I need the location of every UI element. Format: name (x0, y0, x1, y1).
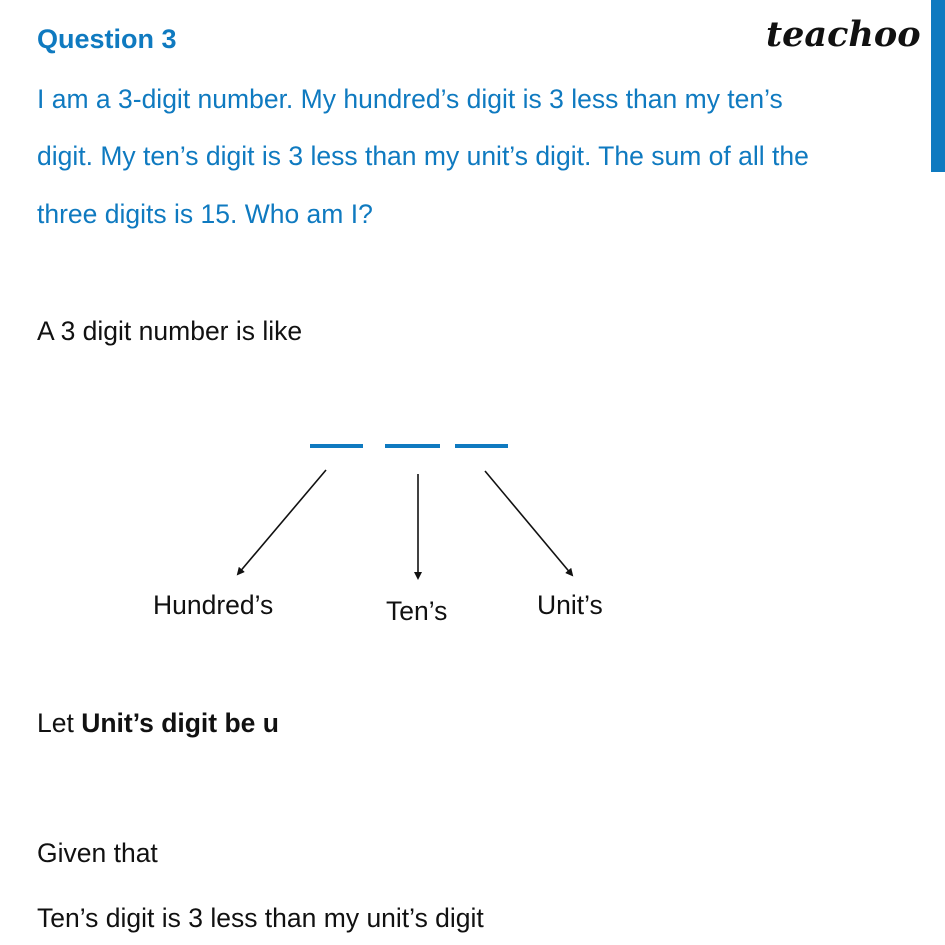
label-hundreds: Hundred’s (153, 590, 274, 620)
hundreds-arrow (238, 470, 326, 574)
given-text: Given that (37, 838, 158, 868)
label-units: Unit’s (537, 590, 603, 620)
label-tens: Ten’s (386, 596, 448, 626)
let-bold: Unit’s digit be u (81, 708, 279, 738)
question-title: Question 3 (37, 24, 177, 54)
question-line-3: three digits is 15. Who am I? (37, 199, 373, 229)
teachoo-logo[interactable]: teachoo (766, 14, 921, 55)
units-arrow (485, 471, 572, 575)
question-line-1: I am a 3-digit number. My hundred’s digit is 3 less than my ten’s (37, 84, 783, 114)
intro-text: A 3 digit number is like (37, 316, 303, 346)
let-prefix: Let (37, 708, 82, 738)
question-line-2: digit. My ten’s digit is 3 less than my unit’s digit. The sum of all the (37, 141, 809, 171)
let-statement (37, 708, 279, 739)
tens-statement: Ten’s digit is 3 less than my unit’s digit (37, 903, 484, 933)
scrollbar-thumb[interactable] (931, 0, 945, 172)
